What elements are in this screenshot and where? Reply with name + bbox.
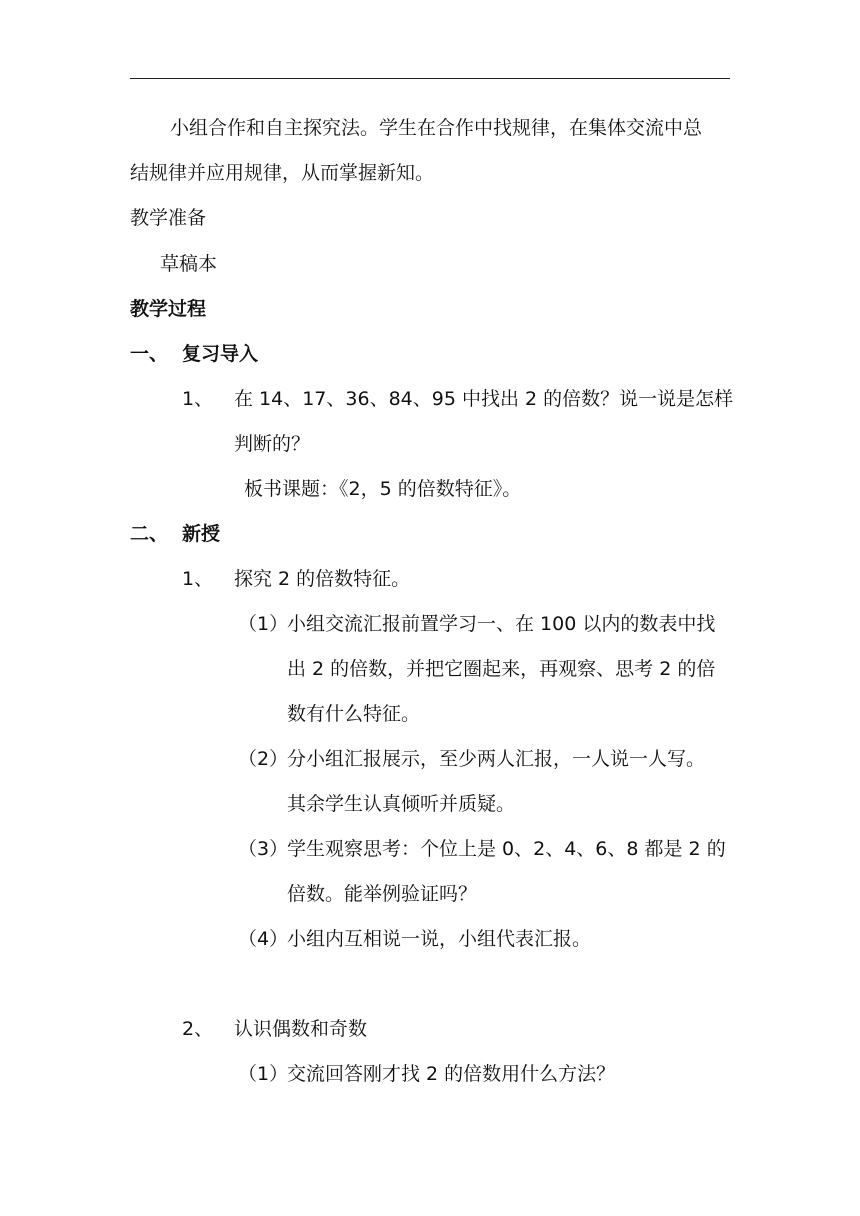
sub4-number: （4） [238, 928, 289, 950]
section1-number: 一、 [130, 343, 169, 365]
intro-line-1: 小组合作和自主探究法。学生在合作中找规律，在集体交流中总 [170, 117, 703, 139]
sub1-line-2: 出 2 的倍数，并把它圈起来，再观察、思考 2 的倍 [287, 658, 716, 680]
prep-item: 草稿本 [160, 253, 218, 275]
section2-item2-title: 认识偶数和奇数 [234, 1018, 368, 1040]
header-rule [130, 78, 730, 79]
intro-line-2: 结规律并应用规律，从而掌握新知。 [130, 162, 435, 184]
section1-item1-line-2: 判断的？ [234, 433, 311, 455]
section2-item1-number: 1、 [182, 568, 214, 590]
section1-item1-line-1: 在 14、17、36、84、95 中找出 2 的倍数？说一说是怎样 [234, 388, 734, 410]
sub3-number: （3） [238, 838, 289, 860]
sub3-line-1: 学生观察思考：个位上是 0、2、4、6、8 都是 2 的 [287, 838, 726, 860]
section2-item1-title: 探究 2 的倍数特征。 [234, 568, 411, 590]
section2-number: 二、 [130, 523, 169, 545]
sub5-line-1: 交流回答刚才找 2 的倍数用什么方法？ [287, 1063, 616, 1085]
sub1-line-1: 小组交流汇报前置学习一、在 100 以内的数表中找 [287, 613, 716, 635]
sub2-line-1: 分小组汇报展示，至少两人汇报，一人说一人写。 [287, 748, 706, 770]
section1-title: 复习导入 [182, 343, 259, 365]
section1-item1-number: 1、 [182, 388, 214, 410]
section2-title: 新授 [182, 523, 221, 545]
section2-item2-number: 2、 [182, 1018, 214, 1040]
sub1-line-3: 数有什么特征。 [287, 703, 421, 725]
sub5-number: （1） [238, 1063, 289, 1085]
sub1-number: （1） [238, 613, 289, 635]
sub2-number: （2） [238, 748, 289, 770]
board-title: 板书课题：《2，5 的倍数特征》。 [244, 478, 522, 500]
sub3-line-2: 倍数。能举例验证吗？ [287, 883, 478, 905]
prep-heading: 教学准备 [130, 207, 207, 229]
sub4-line-1: 小组内互相说一说，小组代表汇报。 [287, 928, 592, 950]
sub2-line-2: 其余学生认真倾听并质疑。 [287, 793, 516, 815]
process-heading: 教学过程 [130, 298, 207, 320]
